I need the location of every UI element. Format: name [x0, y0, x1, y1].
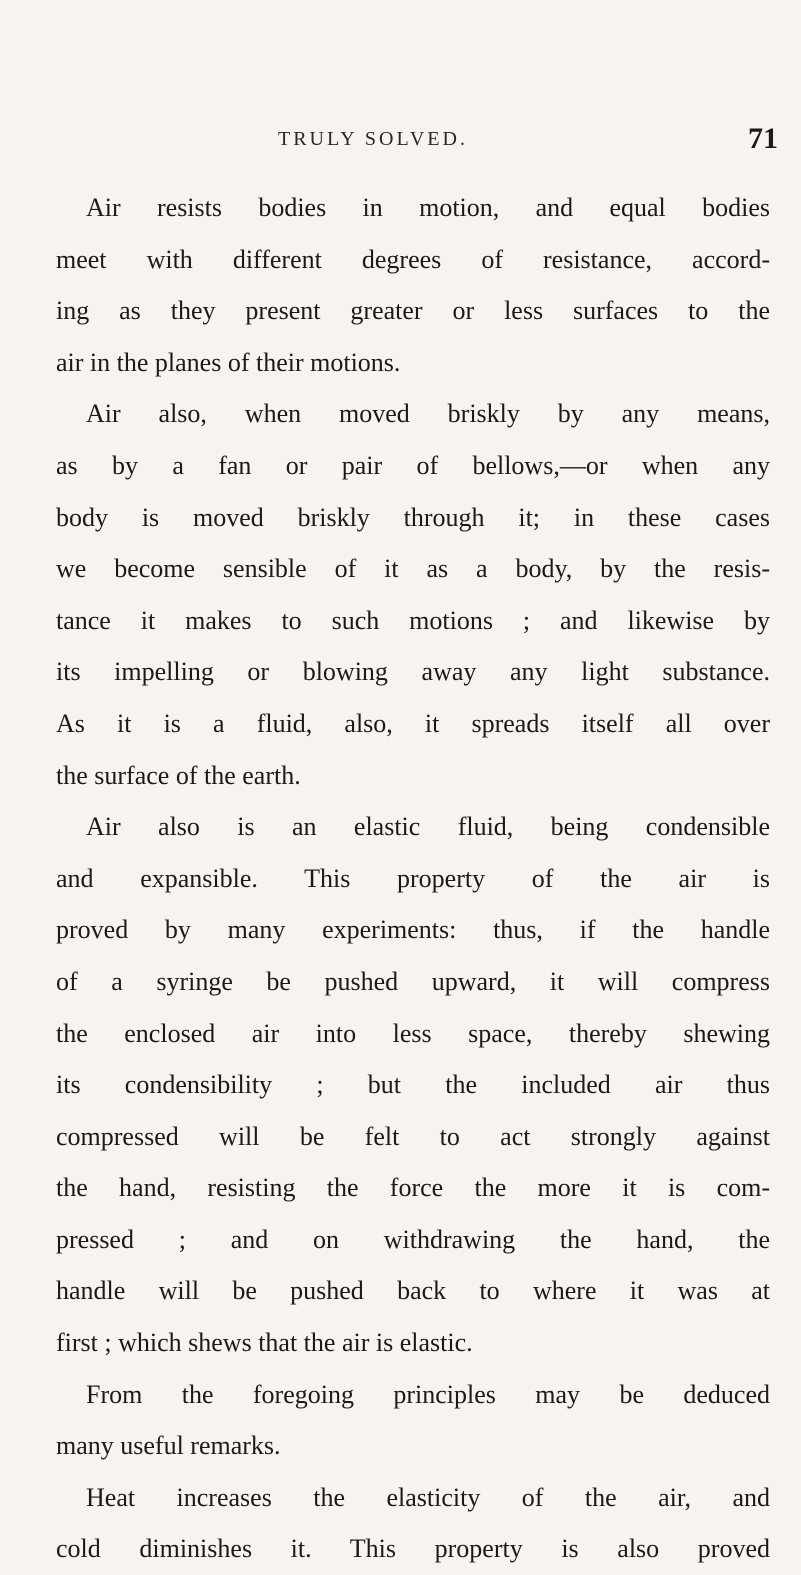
text-line: As it is a fluid, also, it spreads itself all over: [56, 708, 770, 738]
text-line: as by a fan or pair of bellows,—or when any: [56, 450, 770, 480]
text-line: Heat increases the elasticity of the air, and: [86, 1482, 770, 1512]
text-line: and expansible. This property of the air is: [56, 863, 770, 893]
text-line: Air also is an elastic fluid, being condensible: [86, 812, 770, 842]
text-line: pressed ; and on withdrawing the hand, the: [56, 1224, 770, 1254]
text-line: the hand, resisting the force the more it is com-: [56, 1173, 770, 1203]
text-line: we become sensible of it as a body, by the resis-: [56, 554, 770, 584]
text-line: proved by many experiments: thus, if the handle: [56, 915, 770, 945]
text-line: the surface of the earth.: [56, 760, 301, 790]
text-line: Air also, when moved briskly by any means,: [86, 399, 770, 429]
text-line: tance it makes to such motions ; and likewise by: [56, 605, 770, 635]
text-line: meet with different degrees of resistance, accord-: [56, 244, 770, 274]
page-number: 71: [748, 122, 778, 155]
text-line: Air resists bodies in motion, and equal bodies: [86, 193, 770, 222]
text-line: its condensibility ; but the included air thus: [56, 1070, 770, 1100]
text-line: body is moved briskly through it; in these cases: [56, 502, 770, 532]
text-line: of a syringe be pushed upward, it will compress: [56, 966, 770, 996]
text-line: handle will be pushed back to where it was at: [56, 1276, 770, 1306]
text-line: cold diminishes it. This property is also proved: [56, 1534, 770, 1564]
text-line: the enclosed air into less space, thereby shewing: [56, 1018, 770, 1048]
text-line: From the foregoing principles may be deduced: [86, 1379, 770, 1409]
text-line: many useful remarks.: [56, 1431, 281, 1461]
text-line: ing as they present greater or less surfaces to the: [56, 296, 770, 326]
running-title: TRULY SOLVED.: [278, 128, 468, 150]
text-line: compressed will be felt to act strongly against: [56, 1121, 770, 1151]
body-text: [56, 182, 770, 1575]
text-line: first ; which shews that the air is elastic.: [56, 1328, 473, 1358]
running-head: [0, 122, 801, 168]
text-line: its impelling or blowing away any light substance.: [56, 657, 770, 687]
text-line: air in the planes of their motions.: [56, 347, 401, 377]
